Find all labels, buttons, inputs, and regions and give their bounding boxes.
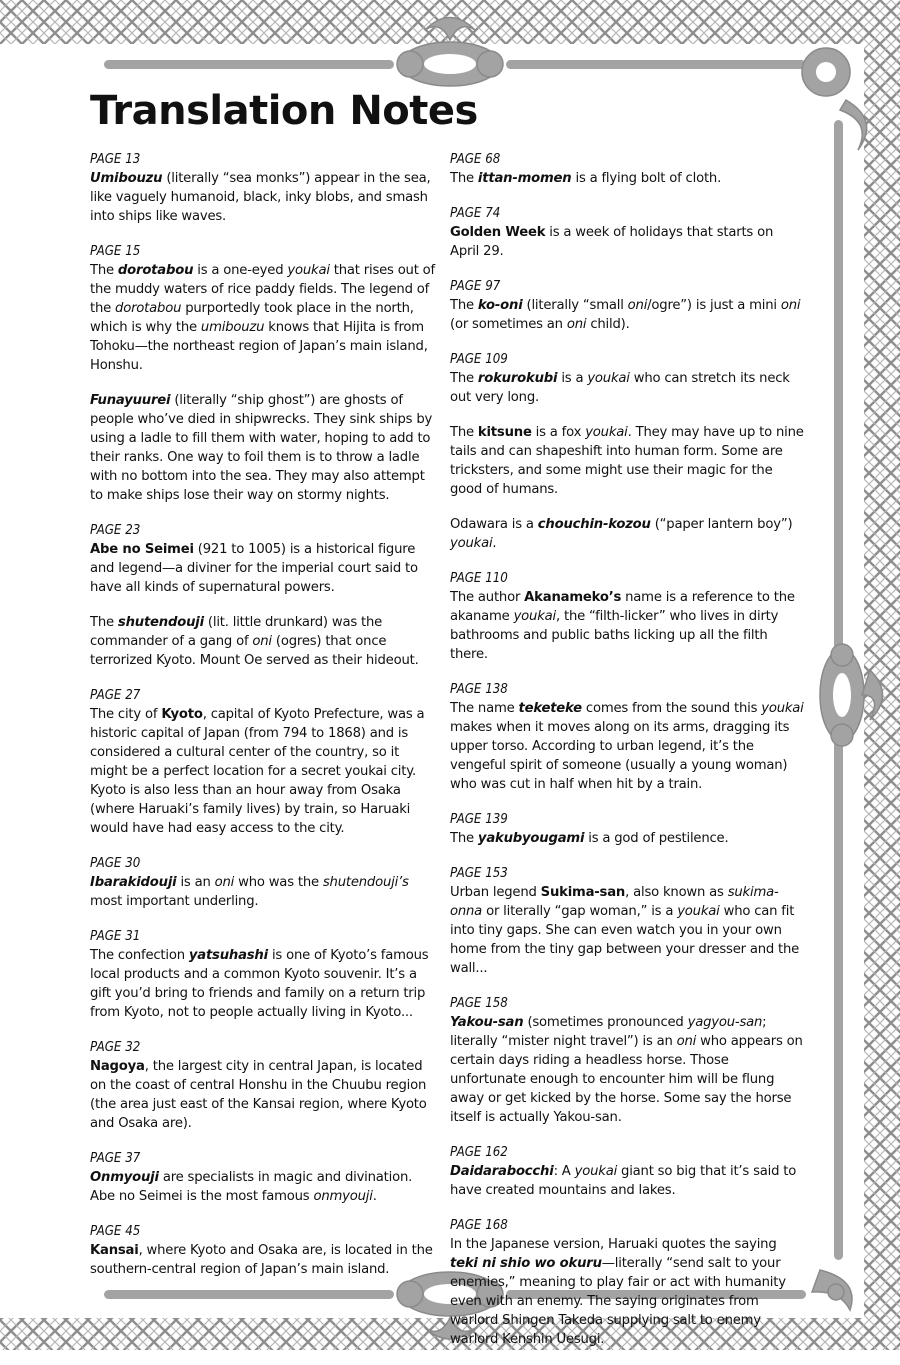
note-text-run: The <box>450 425 478 440</box>
note-text-run: is a one-eyed <box>193 263 288 278</box>
note-text <box>450 223 805 261</box>
note-text-run: oni <box>252 634 272 649</box>
note-page-number: PAGE 162 <box>450 1144 508 1160</box>
note-page-number: PAGE 139 <box>450 811 508 827</box>
note-text-run: youkai <box>677 904 720 919</box>
note-text-run: giant so big that it’s said to have created mountains and lakes. <box>450 1164 797 1198</box>
note-text-run: Odawara is a <box>450 517 538 532</box>
note-text-run: Akanameko’s <box>524 590 622 605</box>
note-text-run: The author <box>450 590 525 605</box>
note-text <box>450 883 805 978</box>
note-text-run: (921 to 1005) is a historical figure and legend—a diviner for the imperial court said to have all kinds of supernatural powers. <box>90 542 418 595</box>
note-text <box>450 1162 805 1200</box>
note-text <box>90 1057 440 1133</box>
note-text <box>90 1241 440 1279</box>
note-text <box>90 705 440 838</box>
note-text-run: . <box>372 1189 377 1204</box>
note-text-run: or literally “gap woman,” is a <box>482 904 678 919</box>
note-entry <box>90 391 440 505</box>
note-entry <box>450 350 805 407</box>
note-entry <box>450 423 805 499</box>
note-text-run: The <box>90 615 118 630</box>
note-text-run: most important underling. <box>90 894 259 909</box>
note-page-number: PAGE 97 <box>450 278 501 294</box>
note-text-run: The <box>450 171 478 186</box>
note-entry <box>90 1038 440 1133</box>
note-text-run: who was the <box>234 875 323 890</box>
note-text-run: The <box>450 371 478 386</box>
note-text-run: teki ni shio wo okuru <box>450 1256 602 1271</box>
note-text-run: Funayuurei <box>90 393 171 408</box>
note-text-run: sukima-onna <box>450 885 779 919</box>
note-text-run: (literally “small <box>522 298 628 313</box>
note-text-run: yagyou-san <box>687 1015 763 1030</box>
note-entry <box>90 1222 440 1279</box>
note-text-run: The <box>450 831 478 846</box>
note-text-run: (sometimes pronounced <box>523 1015 688 1030</box>
note-text-run: is an <box>176 875 215 890</box>
note-text-run: , also known as <box>625 885 728 900</box>
note-text-run: Daidarabocchi <box>450 1164 554 1179</box>
note-text <box>90 946 440 1022</box>
note-text-run: teketeke <box>518 701 582 716</box>
note-text-run: is a flying bolt of cloth. <box>571 171 722 186</box>
note-text-run: (lit. little drunkard) was the commander of a gang of <box>90 615 383 649</box>
note-page-number: PAGE 109 <box>450 351 508 367</box>
note-text-run: ko-oni <box>477 298 523 313</box>
note-text-run: is a god of pestilence. <box>584 831 729 846</box>
note-text-run: youkai <box>585 425 628 440</box>
note-text <box>450 1013 805 1127</box>
note-page-number: PAGE 13 <box>90 151 141 167</box>
note-page-number: PAGE 15 <box>90 243 141 259</box>
note-text-run: Kyoto <box>161 707 203 722</box>
note-text <box>90 540 440 597</box>
note-text-run: Sukima-san <box>540 885 626 900</box>
note-text <box>450 423 805 499</box>
note-text-run: ittan-momen <box>477 171 572 186</box>
page-title: Translation Notes <box>90 88 478 134</box>
note-text-run: dorotabou <box>117 263 194 278</box>
note-text <box>450 169 805 188</box>
note-entry <box>450 810 805 848</box>
note-entry <box>450 1143 805 1200</box>
note-page-number: PAGE 45 <box>90 1223 141 1239</box>
note-text-run: youkai <box>513 609 556 624</box>
note-text-run: . They may have up to nine tails and can shapeshift into human form. Some are tricksters, and some might use their magic for the good of humans. <box>450 425 804 497</box>
note-text-run: Nagoya <box>90 1059 145 1074</box>
note-text-run: is a fox <box>531 425 586 440</box>
note-text-run: The <box>450 298 478 313</box>
note-text-run: Yakou-san <box>450 1015 524 1030</box>
note-text-run: The confection <box>90 948 189 963</box>
note-text-run: oni <box>676 1034 697 1049</box>
note-entry <box>90 927 440 1022</box>
note-text-run: ; literally “mister night travel”) is an <box>450 1015 767 1049</box>
notes-column-left <box>90 150 440 1295</box>
note-text-run: name is a reference to the akaname <box>450 590 795 624</box>
note-text <box>90 169 440 226</box>
note-entry <box>90 1149 440 1206</box>
note-text-run: is one of Kyoto’s famous local products and a common Kyoto souvenir. It’s a gift you’d bring to friends and family on a return trip from Kyoto, not to people actually living in Kyoto... <box>90 948 429 1020</box>
note-entry <box>450 994 805 1127</box>
note-text-run: Urban legend <box>450 885 541 900</box>
note-text-run: , the largest city in central Japan, is located on the coast of central Honshu in the Chuubu region (the area just east of the Kansai region, where Kyoto and Osaka are). <box>90 1059 427 1131</box>
note-text-run: chouchin-kozou <box>537 517 651 532</box>
note-text <box>450 1235 805 1349</box>
note-page-number: PAGE 158 <box>450 995 508 1011</box>
note-text-run: purportedly took place in the north, which is why the <box>90 301 414 335</box>
note-page-number: PAGE 153 <box>450 865 508 881</box>
note-text <box>450 588 805 664</box>
note-text-run: who appears on certain days riding a headless horse. Those unfortunate enough to encounter him will be flung away or get kicked by the horse. Some say the horse itself is actually Yakou-san. <box>450 1034 803 1125</box>
note-text-run: Abe no Seimei <box>90 542 194 557</box>
note-page-number: PAGE 74 <box>450 205 501 221</box>
note-text-run: Onmyouji <box>90 1170 159 1185</box>
note-text-run: that rises out of the muddy waters of rice paddy fields. The legend of the <box>90 263 435 316</box>
note-page-number: PAGE 23 <box>90 522 141 538</box>
note-text-run: shutendouji’s <box>322 875 409 890</box>
note-text-run: onmyouji <box>313 1189 373 1204</box>
note-text-run: (literally “sea monks”) appear in the sea, like vaguely humanoid, black, inky blobs, and smash into ships like waves. <box>90 171 431 224</box>
note-entry <box>90 150 440 226</box>
note-text <box>450 829 805 848</box>
note-text-run: (or sometimes an <box>450 317 567 332</box>
note-text-run: youkai <box>587 371 630 386</box>
note-text <box>450 515 805 553</box>
note-text-run: rokurokubi <box>477 371 558 386</box>
note-text-run: youkai <box>450 536 493 551</box>
note-text-run: The city of <box>90 707 162 722</box>
note-text-run: . <box>492 536 497 551</box>
note-page-number: PAGE 138 <box>450 681 508 697</box>
note-text-run: knows that Hijita is from Tohoku—the northeast region of Japan’s main island, Honshu. <box>90 320 428 373</box>
note-page-number: PAGE 37 <box>90 1150 141 1166</box>
note-page-number: PAGE 168 <box>450 1217 508 1233</box>
note-text-run: youkai <box>287 263 330 278</box>
note-text-run: comes from the sound this <box>581 701 762 716</box>
note-text-run: Golden Week <box>450 225 546 240</box>
note-text-run: , the “filth-licker” who lives in dirty bathrooms and public baths licking up all the filth there. <box>450 609 779 662</box>
note-text-run: oni <box>780 298 801 313</box>
note-text-run: shutendouji <box>117 615 204 630</box>
note-page-number: PAGE 27 <box>90 687 141 703</box>
note-entry <box>450 680 805 794</box>
note-text-run: who can stretch its neck out very long. <box>450 371 790 405</box>
note-text-run: The name <box>450 701 519 716</box>
note-text-run: are specialists in magic and divination. Abe no Seimei is the most famous <box>90 1170 413 1204</box>
note-page-number: PAGE 110 <box>450 570 508 586</box>
note-entry <box>90 854 440 911</box>
note-text-run: kitsune <box>477 425 532 440</box>
note-text-run: Ibarakidouji <box>90 875 177 890</box>
note-entry <box>90 613 440 670</box>
note-text <box>450 369 805 407</box>
note-entry <box>450 569 805 664</box>
note-text-run: oni <box>214 875 235 890</box>
note-text-run: Kansai <box>90 1243 139 1258</box>
note-entry <box>450 864 805 978</box>
note-text-run: Umibouzu <box>90 171 163 186</box>
note-entry <box>450 1216 805 1349</box>
note-text <box>90 1168 440 1206</box>
note-entry <box>450 204 805 261</box>
note-text-run: —literally “send salt to your enemies,” meaning to play fair or act with humanity even with an enemy. The saying originates from warlord Shingen Takeda supplying salt to enemy warlord Kenshin Uesugi. <box>450 1256 786 1347</box>
note-page-number: PAGE 31 <box>90 928 141 944</box>
note-text-run: /ogre”) is just a mini <box>647 298 781 313</box>
note-text-run: yatsuhashi <box>188 948 268 963</box>
note-text-run: youkai <box>574 1164 618 1179</box>
note-text-run: oni <box>627 298 648 313</box>
note-entry <box>450 277 805 334</box>
note-text-run: child). <box>586 317 630 332</box>
note-text-run: (“paper lantern boy”) <box>650 517 793 532</box>
note-text-run: oni <box>566 317 587 332</box>
note-text <box>450 699 805 794</box>
note-text-run: umibouzu <box>200 320 265 335</box>
note-entry <box>450 150 805 188</box>
note-text <box>90 391 440 505</box>
note-text-run: , capital of Kyoto Prefecture, was a historic capital of Japan (from 794 to 1868) and is considered a cultural center of the country, so it might be a perfect location for a secret youkai city. Kyoto is also less than an hour away from Osaka (where Haruaki’s family lives) by train, so Haruaki would have had easy access to the city. <box>90 707 425 836</box>
note-text <box>90 261 440 375</box>
note-text-run: yakubyougami <box>477 831 585 846</box>
note-page-number: PAGE 30 <box>90 855 141 871</box>
note-text <box>450 296 805 334</box>
note-entry <box>90 521 440 597</box>
note-text-run: In the Japanese version, Haruaki quotes the saying <box>450 1237 777 1252</box>
note-text-run: who can fit into tiny gaps. She can even watch you in your own home from the tiny gap between your dresser and the wall... <box>450 904 800 976</box>
note-page-number: PAGE 32 <box>90 1039 141 1055</box>
note-entry <box>90 686 440 838</box>
note-text-run: dorotabou <box>115 301 182 316</box>
note-text-run: The <box>90 263 118 278</box>
note-text <box>90 873 440 911</box>
note-text-run: makes when it moves along on its arms, dragging its upper torso. According to urban legend, it’s the vengeful spirit of someone (usually a young woman) who was cut in half when hit by a train. <box>450 720 790 792</box>
note-text-run: (literally “ship ghost”) are ghosts of people who’ve died in shipwrecks. They sink ships by using a ladle to fill them with water, hoping to add to their ranks. One way to foil them is to throw a ladle with no bottom into the sea. They may also attempt to make ships lose their way on stormy nights. <box>90 393 433 503</box>
note-text-run: , where Kyoto and Osaka are, is located in the southern-central region of Japan’s main island. <box>90 1243 433 1277</box>
note-text-run: : A <box>553 1164 575 1179</box>
note-page-number: PAGE 68 <box>450 151 501 167</box>
notes-column-right <box>450 150 805 1365</box>
note-text-run: is a week of holidays that starts on April 29. <box>450 225 774 259</box>
note-text-run: youkai <box>761 701 804 716</box>
note-text-run: (ogres) that once terrorized Kyoto. Mount Oe served as their hideout. <box>90 634 419 668</box>
note-text-run: is a <box>557 371 588 386</box>
note-text <box>90 613 440 670</box>
note-entry <box>450 515 805 553</box>
note-entry <box>90 242 440 375</box>
